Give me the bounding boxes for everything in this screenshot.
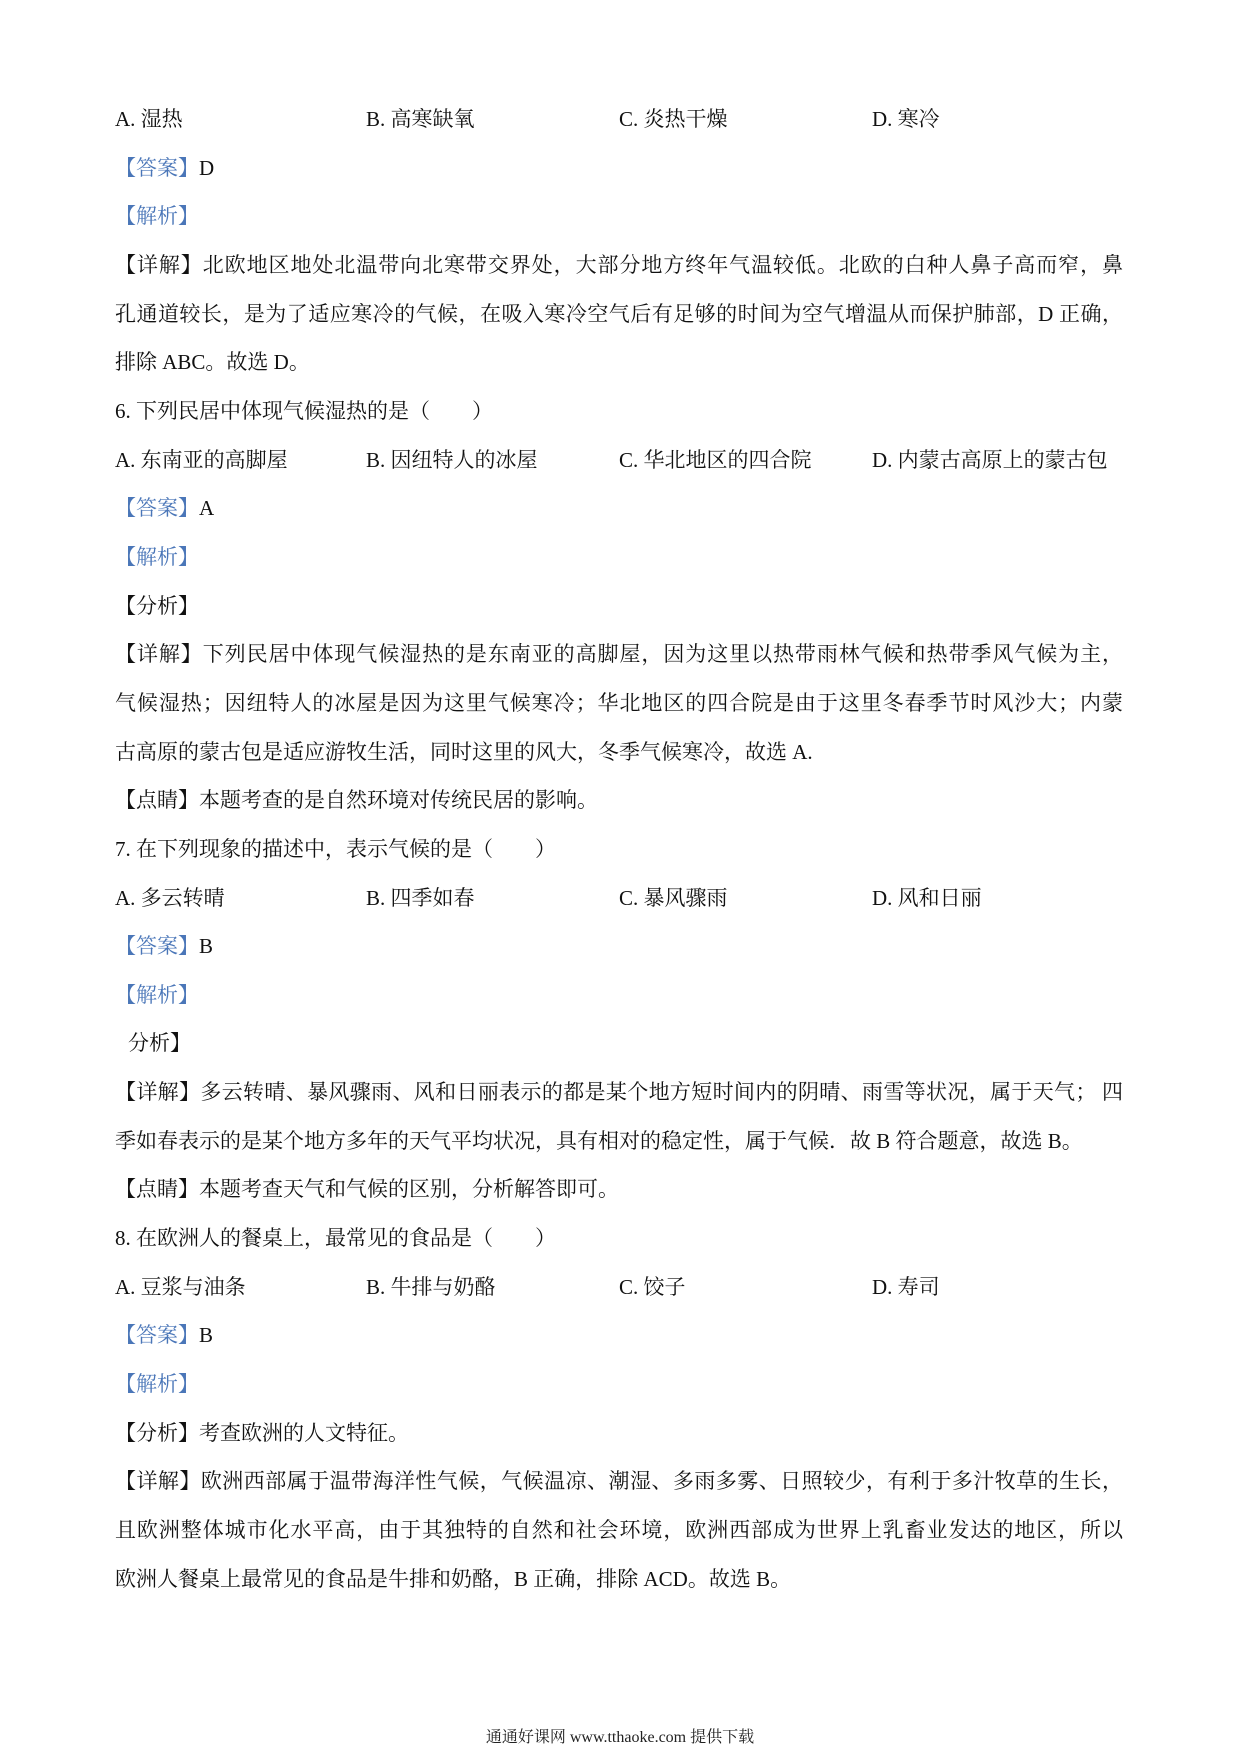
analysis-tag: 【解析】 (115, 1372, 199, 1397)
q6-detail-line-2 (115, 679, 1123, 728)
q6-option-b: B. 因纽特人的冰屋 (366, 447, 538, 472)
detail-text: 多云转晴、暴风骤雨、风和日丽表示的都是某个地方短时间内的阴晴、雨雪等状况，属于天气； 四 (200, 1080, 1123, 1105)
q7-options (115, 874, 1123, 923)
q7-option-c: C. 暴风骤雨 (619, 885, 728, 910)
q5-option-a: A. 湿热 (115, 107, 183, 131)
q8-option-b: B. 牛排与奶酪 (366, 1274, 496, 1299)
q8-analysis (115, 1360, 1123, 1409)
detail-text: 欧洲人餐桌上最常见的食品是牛排和奶酪，B 正确，排除 ACD。故选 B。 (115, 1566, 792, 1591)
detail-text: 且欧洲整体城市化水平高，由于其独特的自然和社会环境，欧洲西部成为世界上乳畜业发达的地区，所以 (115, 1518, 1123, 1543)
detail-text: 季如春表示的是某个地方多年的天气平均状况，具有相对的稳定性，属于气候．故 B 符合题意，故选 B。 (115, 1128, 1083, 1153)
tip-text: 本题考查的是自然环境对传统民居的影响。 (199, 788, 598, 813)
analysis-tag: 【解析】 (115, 204, 199, 229)
detail-tag: 【详解】 (115, 1080, 201, 1105)
q5-options (115, 95, 1123, 144)
q6-option-c: C. 华北地区的四合院 (619, 447, 812, 472)
q7-detail-line-2 (115, 1117, 1123, 1166)
answer-value: B (199, 934, 214, 959)
q7-stem: 7. 在下列现象的描述中，表示气候的是（ ） (115, 836, 556, 861)
detail-text: 古高原的蒙古包是适应游牧生活，同时这里的风大，冬季气候寒冷，故选 A. (115, 739, 813, 764)
q6-stem: 6. 下列民居中体现气候湿热的是（ ） (115, 398, 493, 423)
q8-detail-line-1 (115, 1457, 1123, 1506)
answer-value: B (199, 1323, 214, 1348)
q6-detail-line-1 (115, 630, 1123, 679)
analysis-tag: 【解析】 (115, 544, 199, 569)
answer-value: A (199, 496, 215, 521)
q6-detail-line-3 (115, 728, 1123, 777)
detail-text: 欧洲西部属于温带海洋性气候，气候温凉、潮湿、多雨多雾、日照较少，有利于多汁牧草的生长， (200, 1469, 1123, 1494)
q5-detail-line-3 (115, 338, 1123, 387)
detail-text: 北欧地区地处北温带向北寒带交界处，大部分地方终年气温较低。北欧的白种人鼻子高而窄，鼻 (202, 252, 1123, 277)
q8-answer (115, 1311, 1123, 1360)
q6-answer (115, 484, 1123, 533)
answer-tag: 【答案】 (115, 496, 199, 521)
q7-option-d: D. 风和日丽 (872, 885, 982, 910)
answer-tag: 【答案】 (115, 155, 199, 180)
q5-option-d: D. 寒冷 (872, 107, 940, 131)
tip-tag: 【点睛】 (115, 788, 199, 813)
fenxi-text: 考查欧洲的人文特征。 (199, 1420, 409, 1445)
q6-option-a: A. 东南亚的高脚屋 (115, 447, 288, 472)
fenxi-tag: 【分析】 (115, 1420, 199, 1445)
q8-stem: 8. 在欧洲人的餐桌上，最常见的食品是（ ） (115, 1226, 556, 1251)
q5-answer (115, 144, 1123, 193)
detail-tag: 【详解】 (115, 252, 203, 277)
answer-value: D (199, 155, 215, 180)
q8-option-c: C. 饺子 (619, 1274, 686, 1299)
page-footer: 通通好课网 www.tthaoke.com 提供下载 (485, 1729, 755, 1746)
q8-option-d: D. 寿司 (872, 1274, 940, 1299)
q6-options (115, 436, 1123, 485)
q6-fenxi (115, 582, 1123, 631)
detail-tag: 【详解】 (115, 642, 203, 667)
q7-fenxi (115, 1019, 1123, 1068)
q8-fenxi (115, 1409, 1123, 1458)
q7-analysis (115, 971, 1123, 1020)
q5-option-c: C. 炎热干燥 (619, 107, 728, 131)
q6-tip (115, 776, 1123, 825)
detail-text: 下列民居中体现气候湿热的是东南亚的高脚屋，因为这里以热带雨林气候和热带季风气候为主， (202, 642, 1123, 667)
tip-text: 本题考查天气和气候的区别，分析解答即可。 (199, 1177, 619, 1202)
q7-option-b: B. 四季如春 (366, 885, 475, 910)
fenxi-tag: 分析】 (128, 1031, 191, 1056)
analysis-tag: 【解析】 (115, 982, 199, 1007)
q7-tip (115, 1165, 1123, 1214)
detail-tag: 【详解】 (115, 1469, 201, 1494)
q6-option-d: D. 内蒙古高原上的蒙古包 (872, 447, 1108, 472)
detail-text: 孔通道较长，是为了适应寒冷的气候，在吸入寒冷空气后有足够的时间为空气增温从而保护肺部，D 正确， (115, 301, 1123, 326)
q7-detail-line-1 (115, 1068, 1123, 1117)
q6-analysis (115, 533, 1123, 582)
tip-tag: 【点睛】 (115, 1177, 199, 1202)
detail-text: 排除 ABC。故选 D。 (115, 350, 310, 375)
answer-tag: 【答案】 (115, 934, 199, 959)
detail-text: 气候湿热；因纽特人的冰屋是因为这里气候寒冷；华北地区的四合院是由于这里冬春季节时风沙大；内蒙 (115, 690, 1123, 715)
q7-answer (115, 922, 1123, 971)
q5-option-b: B. 高寒缺氧 (366, 107, 475, 131)
q8-option-a: A. 豆浆与油条 (115, 1274, 246, 1299)
answer-tag: 【答案】 (115, 1323, 199, 1348)
q8-options (115, 1263, 1123, 1312)
page-content (115, 95, 1123, 1603)
q8-detail-line-3 (115, 1555, 1123, 1604)
q5-detail-line-2 (115, 290, 1123, 339)
q8-detail-line-2 (115, 1506, 1123, 1555)
q5-detail-line-1 (115, 241, 1123, 290)
q7-option-a: A. 多云转晴 (115, 885, 225, 910)
q5-analysis (115, 192, 1123, 241)
fenxi-tag: 【分析】 (115, 593, 199, 618)
